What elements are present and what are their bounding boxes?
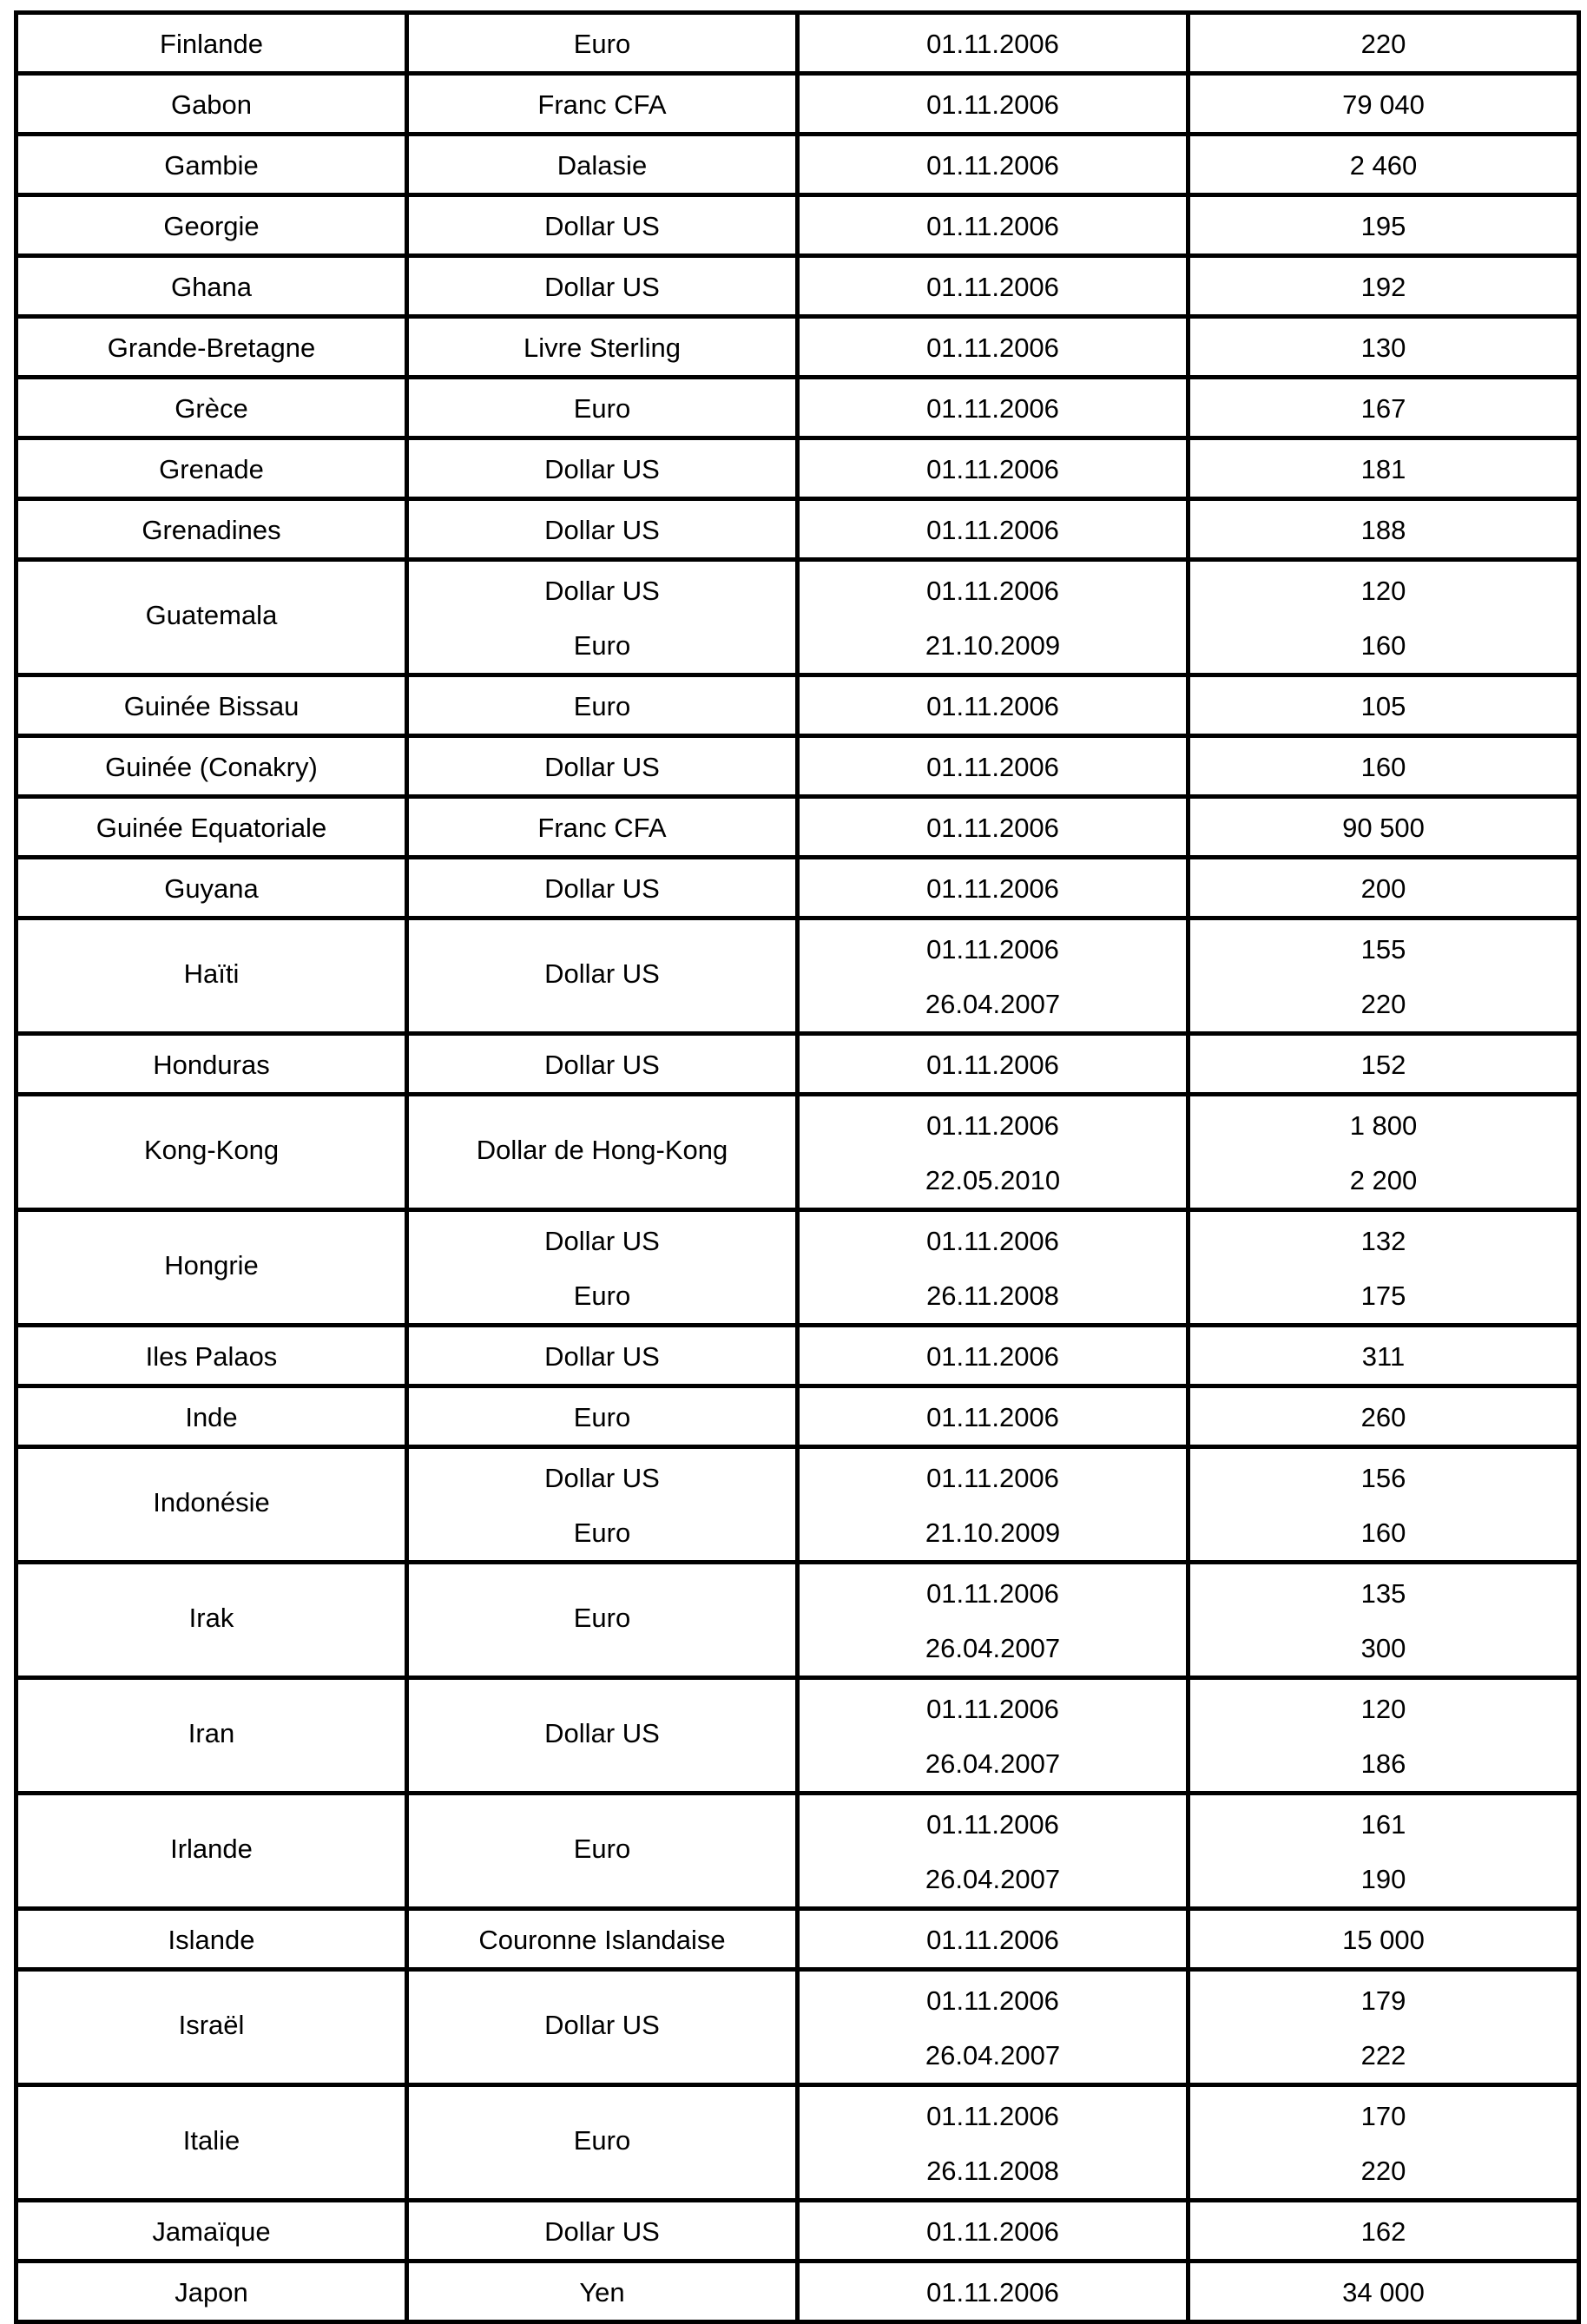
effective-date: 22.05.2010 — [925, 1165, 1061, 1195]
table-row — [16, 1326, 1579, 1386]
amount-value: 132 — [1360, 1226, 1406, 1256]
amount-value: 167 — [1360, 393, 1406, 424]
effective-date-cell — [798, 797, 1189, 858]
amount-value: 160 — [1360, 752, 1406, 782]
effective-date-cell — [798, 135, 1189, 195]
effective-date-cell — [798, 918, 1189, 1034]
amount-value-cell — [1189, 675, 1579, 736]
table-row — [16, 1563, 1579, 1678]
effective-date: 01.11.2006 — [926, 576, 1059, 606]
amount-value-cell — [1189, 1970, 1579, 2085]
currency-name-cell — [407, 438, 798, 499]
amount-value-cell — [1189, 317, 1579, 378]
amount-value: 15 000 — [1342, 1925, 1425, 1955]
amount-value-cell — [1189, 1095, 1579, 1210]
country-name: Israël — [178, 2009, 245, 2040]
country-name: Kong-Kong — [143, 1134, 280, 1165]
currency-name-cell — [407, 1970, 798, 2085]
country-name-cell — [16, 438, 407, 499]
effective-date: 01.11.2006 — [926, 1463, 1059, 1493]
country-name-cell — [16, 858, 407, 918]
table-row — [16, 858, 1579, 918]
country-name: Guinée Equatoriale — [95, 813, 327, 843]
country-name-cell — [16, 2201, 407, 2261]
amount-value: 130 — [1360, 332, 1406, 363]
effective-date: 26.04.2007 — [925, 2040, 1061, 2071]
currency-name-cell — [407, 1563, 798, 1678]
currency-name-cell — [407, 135, 798, 195]
country-name-cell — [16, 2261, 407, 2322]
amount-value: 105 — [1360, 691, 1406, 721]
amount-value: 220 — [1360, 2156, 1406, 2186]
effective-date-cell — [798, 1563, 1189, 1678]
amount-value-cell — [1189, 135, 1579, 195]
effective-date: 21.10.2009 — [925, 630, 1061, 661]
effective-date: 01.11.2006 — [926, 813, 1059, 843]
currency-name-cell — [407, 1794, 798, 1909]
currency-name-cell — [407, 2201, 798, 2261]
currency-name: Couronne Islandaise — [478, 1925, 726, 1955]
table-row — [16, 195, 1579, 256]
amount-value: 2 200 — [1349, 1165, 1418, 1195]
effective-date: 01.11.2006 — [926, 29, 1059, 59]
effective-date: 01.11.2006 — [926, 150, 1059, 181]
currency-name-cell — [407, 1447, 798, 1563]
table-row — [16, 74, 1579, 135]
country-name: Irlande — [170, 1833, 253, 1864]
table-row — [16, 317, 1579, 378]
currency-name: Dollar US — [544, 211, 660, 241]
country-name: Irak — [188, 1602, 234, 1633]
country-name: Gambie — [164, 150, 259, 181]
amount-value-cell — [1189, 797, 1579, 858]
country-name: Finlande — [160, 29, 263, 59]
currency-name: Dollar US — [544, 1341, 660, 1372]
currency-name-cell — [407, 1386, 798, 1447]
effective-date: 01.11.2006 — [926, 515, 1059, 545]
country-name-cell — [16, 499, 407, 560]
effective-date: 01.11.2006 — [926, 2101, 1059, 2131]
effective-date-cell — [798, 438, 1189, 499]
table-row — [16, 560, 1579, 675]
effective-date-cell — [798, 858, 1189, 918]
amount-value: 192 — [1360, 272, 1406, 302]
effective-date: 01.11.2006 — [926, 332, 1059, 363]
amount-value: 311 — [1361, 1341, 1406, 1372]
country-name-cell — [16, 1794, 407, 1909]
amount-value-cell — [1189, 378, 1579, 438]
country-name: Guatemala — [145, 599, 278, 630]
amount-value-cell — [1189, 195, 1579, 256]
currency-name-cell — [407, 2085, 798, 2201]
amount-value: 79 040 — [1342, 89, 1425, 120]
country-name-cell — [16, 1326, 407, 1386]
effective-date-cell — [798, 1447, 1189, 1563]
table-row — [16, 1034, 1579, 1095]
amount-value: 160 — [1360, 630, 1406, 661]
country-name: Honduras — [153, 1050, 270, 1080]
effective-date: 01.11.2006 — [926, 1809, 1059, 1840]
currency-name: Franc CFA — [537, 89, 667, 120]
table-row — [16, 1909, 1579, 1970]
amount-value-cell — [1189, 736, 1579, 797]
amount-value-cell — [1189, 438, 1579, 499]
country-name-cell — [16, 1034, 407, 1095]
amount-value: 160 — [1360, 1518, 1406, 1548]
amount-value-cell — [1189, 2201, 1579, 2261]
amount-value-cell — [1189, 499, 1579, 560]
country-name-cell — [16, 1563, 407, 1678]
amount-value: 152 — [1360, 1050, 1406, 1080]
amount-value: 200 — [1360, 873, 1406, 904]
country-name: Grèce — [175, 393, 248, 424]
currency-name: Dalasie — [556, 150, 648, 181]
currency-name: Livre Sterling — [524, 332, 681, 363]
country-name-cell — [16, 317, 407, 378]
currency-name-cell — [407, 13, 798, 74]
effective-date-cell — [798, 1794, 1189, 1909]
currency-name: Euro — [573, 393, 631, 424]
currency-name: Dollar US — [544, 873, 660, 904]
amount-value-cell — [1189, 1034, 1579, 1095]
currency-name: Dollar US — [544, 576, 660, 606]
effective-date: 01.11.2006 — [926, 211, 1059, 241]
country-name-cell — [16, 797, 407, 858]
country-name-cell — [16, 195, 407, 256]
amount-value-cell — [1189, 918, 1579, 1034]
amount-value-cell — [1189, 858, 1579, 918]
effective-date-cell — [798, 560, 1189, 675]
amount-value: 161 — [1360, 1809, 1406, 1840]
amount-value: 190 — [1360, 1864, 1406, 1894]
country-name: Iran — [188, 1717, 235, 1748]
amount-value: 300 — [1360, 1633, 1406, 1663]
currency-name: Yen — [579, 2277, 625, 2308]
amount-value-cell — [1189, 256, 1579, 317]
currency-name: Dollar US — [544, 272, 660, 302]
country-name-cell — [16, 378, 407, 438]
country-name-cell — [16, 74, 407, 135]
currency-name-cell — [407, 560, 798, 675]
country-name: Ghana — [170, 272, 253, 302]
currency-name: Dollar US — [544, 2009, 660, 2040]
amount-value: 135 — [1360, 1578, 1406, 1609]
country-name-cell — [16, 736, 407, 797]
currency-name: Euro — [573, 1602, 631, 1633]
country-name: Islande — [168, 1925, 255, 1955]
amount-value: 170 — [1360, 2101, 1406, 2131]
table-row — [16, 13, 1579, 74]
amount-value: 220 — [1360, 29, 1406, 59]
table-row — [16, 1210, 1579, 1326]
currency-name-cell — [407, 1678, 798, 1794]
country-name: Grande-Bretagne — [107, 332, 316, 363]
effective-date-cell — [798, 317, 1189, 378]
table-row — [16, 675, 1579, 736]
amount-value-cell — [1189, 1326, 1579, 1386]
country-name-cell — [16, 1678, 407, 1794]
effective-date-cell — [798, 1095, 1189, 1210]
currency-name: Dollar US — [544, 2216, 660, 2247]
currency-name: Euro — [573, 1833, 631, 1864]
country-name-cell — [16, 675, 407, 736]
effective-date-cell — [798, 378, 1189, 438]
currency-name-cell — [407, 675, 798, 736]
currency-name-cell — [407, 1095, 798, 1210]
effective-date: 26.04.2007 — [925, 1633, 1061, 1663]
currency-name-cell — [407, 1326, 798, 1386]
currency-name-cell — [407, 2261, 798, 2322]
effective-date: 26.04.2007 — [925, 1864, 1061, 1894]
effective-date: 01.11.2006 — [926, 1110, 1059, 1141]
country-name: Iles Palaos — [145, 1341, 278, 1372]
currency-name-cell — [407, 378, 798, 438]
effective-date: 01.11.2006 — [926, 1985, 1059, 2016]
country-name: Gabon — [170, 89, 253, 120]
table-row — [16, 1970, 1579, 2085]
amount-value: 181 — [1360, 454, 1406, 484]
table-row — [16, 736, 1579, 797]
amount-value: 2 460 — [1349, 150, 1418, 181]
effective-date-cell — [798, 736, 1189, 797]
amount-value: 220 — [1360, 989, 1406, 1019]
country-name: Guinée Bissau — [123, 691, 300, 721]
country-name-cell — [16, 1447, 407, 1563]
currency-name: Dollar US — [544, 1226, 660, 1256]
table-row — [16, 499, 1579, 560]
amount-value-cell — [1189, 1563, 1579, 1678]
effective-date-cell — [798, 1034, 1189, 1095]
currency-name-cell — [407, 918, 798, 1034]
amount-value-cell — [1189, 2085, 1579, 2201]
effective-date-cell — [798, 1909, 1189, 1970]
table-row — [16, 1386, 1579, 1447]
country-name-cell — [16, 1210, 407, 1326]
currency-name: Euro — [573, 29, 631, 59]
country-name-cell — [16, 1970, 407, 2085]
effective-date-cell — [798, 2085, 1189, 2201]
amount-value: 162 — [1360, 2216, 1406, 2247]
effective-date: 01.11.2006 — [926, 1925, 1059, 1955]
effective-date-cell — [798, 1678, 1189, 1794]
amount-value: 222 — [1360, 2040, 1406, 2071]
amount-value: 155 — [1360, 934, 1406, 964]
effective-date: 01.11.2006 — [926, 1694, 1059, 1724]
effective-date-cell — [798, 1210, 1189, 1326]
effective-date-cell — [798, 499, 1189, 560]
currency-name: Dollar de Hong-Kong — [476, 1134, 728, 1165]
amount-value-cell — [1189, 2261, 1579, 2322]
amount-value-cell — [1189, 1447, 1579, 1563]
currency-name: Dollar US — [544, 1463, 660, 1493]
currency-name-cell — [407, 74, 798, 135]
effective-date: 01.11.2006 — [926, 1050, 1059, 1080]
country-name-cell — [16, 1386, 407, 1447]
currency-name: Dollar US — [544, 1050, 660, 1080]
effective-date: 26.11.2008 — [926, 2156, 1059, 2186]
effective-date: 01.11.2006 — [926, 1226, 1059, 1256]
amount-value-cell — [1189, 1210, 1579, 1326]
amount-value-cell — [1189, 560, 1579, 675]
amount-value: 186 — [1360, 1748, 1406, 1779]
effective-date: 01.11.2006 — [926, 2216, 1059, 2247]
currency-name: Euro — [573, 691, 631, 721]
table-row — [16, 2261, 1579, 2322]
table-row — [16, 378, 1579, 438]
country-name: Haïti — [183, 958, 240, 989]
country-name: Hongrie — [164, 1249, 259, 1281]
currency-name-cell — [407, 1034, 798, 1095]
rates-table-body — [16, 13, 1579, 2322]
currency-name: Euro — [573, 1402, 631, 1432]
country-name-cell — [16, 2085, 407, 2201]
table-row — [16, 918, 1579, 1034]
effective-date: 01.11.2006 — [926, 393, 1059, 424]
currency-name-cell — [407, 317, 798, 378]
currency-name: Dollar US — [544, 1717, 660, 1748]
effective-date-cell — [798, 256, 1189, 317]
effective-date-cell — [798, 2201, 1189, 2261]
country-name: Inde — [185, 1402, 238, 1432]
currency-name: Dollar US — [544, 454, 660, 484]
table-row — [16, 256, 1579, 317]
currency-name: Franc CFA — [537, 813, 667, 843]
currency-name-cell — [407, 499, 798, 560]
country-name: Guyana — [164, 873, 259, 904]
effective-date-cell — [798, 1970, 1189, 2085]
effective-date: 26.11.2008 — [926, 1281, 1059, 1311]
effective-date: 01.11.2006 — [926, 89, 1059, 120]
country-name-cell — [16, 1095, 407, 1210]
currency-name: Euro — [573, 1518, 631, 1548]
effective-date: 01.11.2006 — [926, 1341, 1059, 1372]
amount-value: 156 — [1360, 1463, 1406, 1493]
country-name: Japon — [175, 2277, 248, 2308]
country-name-cell — [16, 135, 407, 195]
country-name-cell — [16, 13, 407, 74]
currency-name-cell — [407, 195, 798, 256]
rates-table — [14, 10, 1581, 2324]
table-row — [16, 438, 1579, 499]
effective-date: 01.11.2006 — [926, 1402, 1059, 1432]
currency-name-cell — [407, 736, 798, 797]
table-row — [16, 2085, 1579, 2201]
currency-name: Euro — [573, 1281, 631, 1311]
country-name-cell — [16, 1909, 407, 1970]
effective-date: 26.04.2007 — [925, 989, 1061, 1019]
table-row — [16, 1794, 1579, 1909]
currency-name-cell — [407, 797, 798, 858]
effective-date: 01.11.2006 — [926, 752, 1059, 782]
amount-value: 188 — [1360, 515, 1406, 545]
amount-value: 1 800 — [1349, 1110, 1418, 1141]
amount-value-cell — [1189, 1386, 1579, 1447]
effective-date: 01.11.2006 — [926, 454, 1059, 484]
amount-value-cell — [1189, 1909, 1579, 1970]
country-name: Grenadines — [142, 515, 281, 545]
country-name: Italie — [182, 2124, 240, 2156]
table-row — [16, 1447, 1579, 1563]
effective-date-cell — [798, 195, 1189, 256]
table-row — [16, 1678, 1579, 1794]
country-name: Grenade — [159, 454, 264, 484]
country-name: Georgie — [163, 211, 260, 241]
currency-name-cell — [407, 1909, 798, 1970]
effective-date-cell — [798, 2261, 1189, 2322]
effective-date-cell — [798, 74, 1189, 135]
currency-name-cell — [407, 1210, 798, 1326]
country-name-cell — [16, 918, 407, 1034]
table-row — [16, 797, 1579, 858]
effective-date: 01.11.2006 — [926, 934, 1059, 964]
amount-value-cell — [1189, 74, 1579, 135]
currency-name: Dollar US — [544, 752, 660, 782]
effective-date-cell — [798, 1326, 1189, 1386]
amount-value-cell — [1189, 13, 1579, 74]
country-name-cell — [16, 560, 407, 675]
effective-date-cell — [798, 1386, 1189, 1447]
effective-date-cell — [798, 675, 1189, 736]
amount-value-cell — [1189, 1794, 1579, 1909]
amount-value-cell — [1189, 1678, 1579, 1794]
effective-date: 21.10.2009 — [925, 1518, 1061, 1548]
table-row — [16, 135, 1579, 195]
effective-date-cell — [798, 13, 1189, 74]
effective-date: 01.11.2006 — [926, 691, 1059, 721]
amount-value: 90 500 — [1342, 813, 1425, 843]
country-name: Guinée (Conakry) — [105, 752, 318, 782]
country-name: Jamaïque — [152, 2216, 271, 2247]
effective-date: 01.11.2006 — [926, 1578, 1059, 1609]
table-row — [16, 2201, 1579, 2261]
effective-date: 26.04.2007 — [925, 1748, 1061, 1779]
table-row — [16, 1095, 1579, 1210]
effective-date: 01.11.2006 — [926, 272, 1059, 302]
amount-value: 175 — [1360, 1281, 1406, 1311]
amount-value: 195 — [1360, 211, 1406, 241]
country-name: Indonésie — [153, 1486, 270, 1518]
currency-name: Euro — [573, 630, 631, 661]
currency-name: Dollar US — [544, 958, 660, 989]
amount-value: 120 — [1360, 576, 1406, 606]
country-name-cell — [16, 256, 407, 317]
effective-date: 01.11.2006 — [926, 2277, 1059, 2308]
amount-value: 120 — [1360, 1694, 1406, 1724]
currency-name-cell — [407, 256, 798, 317]
currency-name: Euro — [573, 2124, 631, 2156]
amount-value: 179 — [1360, 1985, 1406, 2016]
currency-name: Dollar US — [544, 515, 660, 545]
currency-name-cell — [407, 858, 798, 918]
amount-value: 34 000 — [1342, 2277, 1425, 2308]
effective-date: 01.11.2006 — [926, 873, 1059, 904]
amount-value: 260 — [1360, 1402, 1406, 1432]
